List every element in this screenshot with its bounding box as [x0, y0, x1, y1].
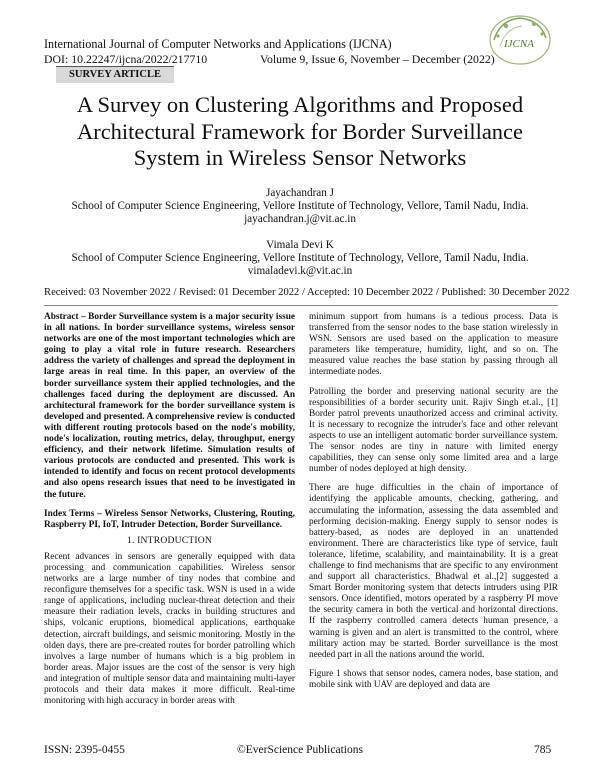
- volume-issue: Volume 9, Issue 6, November – December (2022): [260, 52, 495, 66]
- intro-paragraph: Recent advances in sensors are generally equipped with data processing and communication capabilities. Wireless sensor networks are a large number of tiny nodes that combine and reconfigure themselves for a specific task. WSN is used in a wide range of applications, including nuclear-threat detection and their measure their radiation levels, cracks in building structures and ships, volcanic eruptions, biomedical applications, earthquake detection, aircraft buildings, and seismic monitoring. Mostly in the olden days, there are pre-created routes for border patrolling which involves a large number of humans which is a big problem in border areas. Major issues are the cost of the sensor is very high and integration of multiple sensor data and maintaining multi-layer protocols and their data makes it more difficult. Real-time monitoring with high accuracy in border areas with: [44, 551, 295, 707]
- body-paragraph: minimum support from humans is a tedious process. Data is transferred from the sensor nodes to the base station wirelessly in WSN. Sensors are used based on the application to measure parameters like temperature, humidity, light, and so on. The measured value reaches the base station by passing through all intermediate nodes.: [309, 312, 558, 378]
- index-terms: Index Terms – Wireless Sensor Networks, Clustering, Routing, Raspberry PI, IoT, Intruder Detection, Border Surveillance.: [44, 508, 295, 530]
- author-block: [0, 239, 600, 278]
- logo-text: IJCNA: [504, 38, 534, 50]
- doi-line: [44, 52, 514, 67]
- doi: DOI: 10.22247/ijcna/2022/217710: [44, 52, 208, 66]
- journal-logo: [486, 10, 554, 68]
- article-type-badge: SURVEY ARTICLE: [56, 66, 174, 83]
- page-number: 785: [534, 744, 552, 756]
- body-paragraph: Patrolling the border and preserving national security are the responsibilities of a border security unit. Rajiv Singh et.al., [1] Border patrol prevents unauthorized access and criminal activity. It is necessary to recognize the intruder's face and other relevant aspects to use an intelligent automatic border surveillance system. The sensor nodes are tiny in nature with limited energy capabilities, they can sense only some limited area and a large number of nodes deployed at high density.: [309, 386, 558, 475]
- journal-name: International Journal of Computer Networks and Applications (IJCNA): [44, 37, 392, 51]
- author-affiliation: School of Computer Science Engineering, Vellore Institute of Technology, Vellore, Tamil Nadu, India.: [71, 200, 529, 212]
- author-name: Vimala Devi K: [266, 239, 334, 251]
- body-paragraph: There are huge difficulties in the chain of importance of identifying the applicable amounts, checking, gathering, and accumulating the information, assessing the data assembled and performing decision-making. Energy supply to sensor nodes is battery-based, as nodes are deployed in an unattended environment. There are characteristics like type of service, fault tolerance, lifetime, scalability, and maintainability. It is a great challenge to find mechanisms that are specific to any environment and support all characteristics. Bhadwal et al.,[2] suggested a Smart Border monitoring system that detects intruders using PIR sensors. Once identified, motors operated by a raspberry PI move the security camera in both the vertical and horizontal directions. If the raspberry controlled camera detects human presence, a warning is given and an alert is transmitted to the control, where military action may be started. Border surveillance is the most needed part in all the nations around the world.: [309, 483, 558, 660]
- publication-dates: Received: 03 November 2022 / Revised: 01 December 2022 / Accepted: 10 December 2022 / Published: 30 December 2022: [44, 287, 570, 298]
- author-affiliation: School of Computer Science Engineering, Vellore Institute of Technology, Vellore, Tamil Nadu, India.: [71, 252, 529, 264]
- author-email: vimaladevi.k@vit.ac.in: [247, 265, 353, 277]
- divider: [44, 305, 558, 306]
- section-heading: 1. INTRODUCTION: [126, 534, 213, 546]
- footer-publisher: ©EverScience Publications: [237, 744, 363, 756]
- title-line: Architectural Framework for Border Surveillance: [76, 118, 524, 144]
- footer-issn: ISSN: 2395-0455: [44, 744, 125, 756]
- author-email: jayachandran.j@vit.ac.in: [244, 213, 356, 225]
- title-line: System in Wireless Sensor Networks: [133, 145, 467, 170]
- body-paragraph: Figure 1 shows that sensor nodes, camera nodes, base station, and mobile sink with UAV are deployed and data are: [309, 668, 558, 690]
- title-line: A Survey on Clustering Algorithms and Proposed: [76, 92, 524, 117]
- author-block: [0, 187, 600, 226]
- author-name: Jayachandran J: [265, 187, 335, 199]
- right-column: [309, 312, 558, 691]
- paper-title: [40, 92, 560, 172]
- abstract: Abstract – Border Surveillance system is a major security issue in all nations. In border surveillance systems, wireless sensor networks are one of the most important technologies which are going to play a vital role in future research. Researchers address the variety of challenges and spread the deployment in large areas in real time. In this paper, an overview of the border surveillance system their applied technologies, and the challenges faced during the deployment are discussed. An architectural framework for the border surveillance system is developed and presented. A comprehensive review is conducted with different routing protocols based on the node's mobility, node's localization, routing metrics, delay, throughput, energy efficiency, and their network lifetime. Simulation results of various protocols are conducted and presented. This work is intended to identify and focus on recent protocol developments and also opens research issues that need to be investigated in the future.: [44, 312, 295, 500]
- left-column: [44, 312, 295, 707]
